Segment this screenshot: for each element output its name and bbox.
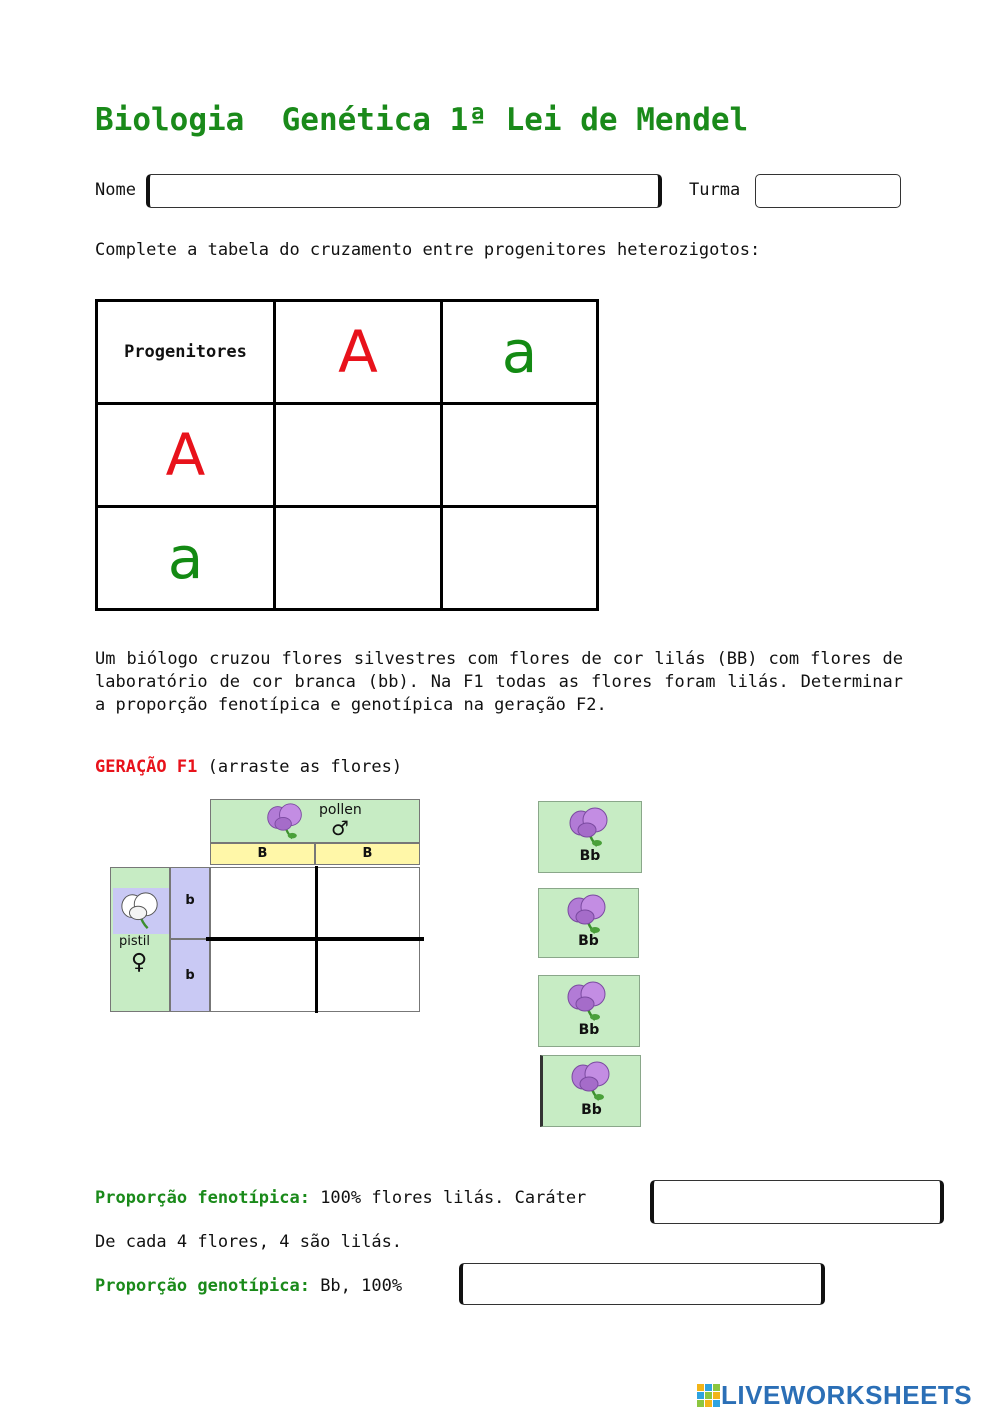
punnett-row-cell	[97, 404, 275, 507]
f1-heading: GERAÇÃO F1	[95, 757, 198, 777]
logo-text: LIVEWORKSHEETS	[721, 1380, 973, 1410]
each-text: De cada 4 flores, 4 são lilás.	[95, 1232, 403, 1252]
f1-punnett-diagram	[110, 797, 425, 1013]
geno-text: Bb, 100%	[320, 1276, 403, 1296]
pistil-label: pistil	[119, 934, 150, 949]
class-label: Turma	[689, 180, 741, 200]
pollen-flower-icon	[265, 802, 305, 842]
punnett-header-cell	[97, 301, 275, 404]
flower-icon	[565, 980, 609, 1024]
col-allele: A	[338, 318, 378, 386]
pollen-header	[210, 799, 420, 843]
tile-genotype: Bb	[581, 1102, 602, 1118]
male-symbol: ♂	[331, 816, 349, 840]
draggable-flower-tile[interactable]	[538, 975, 640, 1047]
pistil-flower-icon	[119, 890, 161, 932]
f1-heading-line	[95, 757, 402, 777]
punnett-row-cell	[97, 507, 275, 610]
geno-line	[95, 1276, 402, 1296]
liveworksheets-logo	[697, 1380, 972, 1411]
name-label: Nome	[95, 180, 136, 200]
name-input[interactable]	[146, 174, 662, 208]
f1-drop-cell[interactable]	[318, 868, 420, 939]
tile-genotype: Bb	[578, 933, 599, 949]
punnett-table	[95, 299, 599, 611]
draggable-flower-tile[interactable]	[538, 801, 642, 873]
pistil-header	[110, 867, 170, 1012]
pollen-allele: B	[210, 843, 315, 865]
f1-drop-cell[interactable]	[318, 942, 420, 1012]
problem-text: Um biólogo cruzou flores silvestres com flores de cor lilás (BB) com flores de laboratório de cor branca (bb). Na F1 todas as flores foram lilás. Determinar a proporção fenotípica e genotípica na geração F2.	[95, 649, 903, 715]
pheno-line	[95, 1188, 586, 1208]
draggable-flower-tile[interactable]	[538, 888, 639, 958]
draggable-flower-tile[interactable]	[540, 1055, 641, 1127]
genotype-input[interactable]	[459, 1263, 825, 1305]
flower-icon	[567, 806, 611, 850]
female-symbol: ♀	[131, 950, 148, 975]
tile-genotype: Bb	[579, 848, 601, 864]
punnett-answer-cell[interactable]	[442, 404, 598, 507]
punnett-col-cell	[275, 301, 442, 404]
punnett-header: Progenitores	[124, 342, 247, 362]
pheno-text: 100% flores lilás. Caráter	[320, 1188, 587, 1208]
punnett-answer-cell[interactable]	[275, 404, 442, 507]
geno-label: Proporção genotípica:	[95, 1276, 310, 1296]
page-title: Biologia Genética 1ª Lei de Mendel	[95, 102, 749, 138]
tile-genotype: Bb	[578, 1022, 600, 1038]
pollen-allele: B	[315, 843, 420, 865]
col-allele: a	[501, 318, 538, 386]
flower-icon	[569, 1060, 613, 1104]
row-allele: A	[165, 421, 206, 489]
pheno-label: Proporção fenotípica:	[95, 1188, 310, 1208]
punnett-answer-cell[interactable]	[442, 507, 598, 610]
pistil-allele: b	[170, 939, 210, 1012]
grid-divider	[206, 937, 424, 941]
f1-hint: (arraste as flores)	[207, 757, 403, 777]
f1-drop-cell[interactable]	[211, 942, 315, 1012]
pollen-label: pollen	[319, 802, 362, 818]
punnett-answer-cell[interactable]	[275, 507, 442, 610]
character-input[interactable]	[650, 1180, 944, 1224]
logo-grid-icon	[697, 1384, 721, 1408]
class-input[interactable]	[755, 174, 901, 208]
flower-icon	[565, 893, 609, 937]
instruction-text: Complete a tabela do cruzamento entre progenitores heterozigotos:	[95, 240, 761, 260]
punnett-col-cell	[442, 301, 598, 404]
row-allele: a	[167, 524, 204, 592]
f1-drop-cell[interactable]	[211, 868, 315, 939]
pistil-allele: b	[170, 867, 210, 939]
